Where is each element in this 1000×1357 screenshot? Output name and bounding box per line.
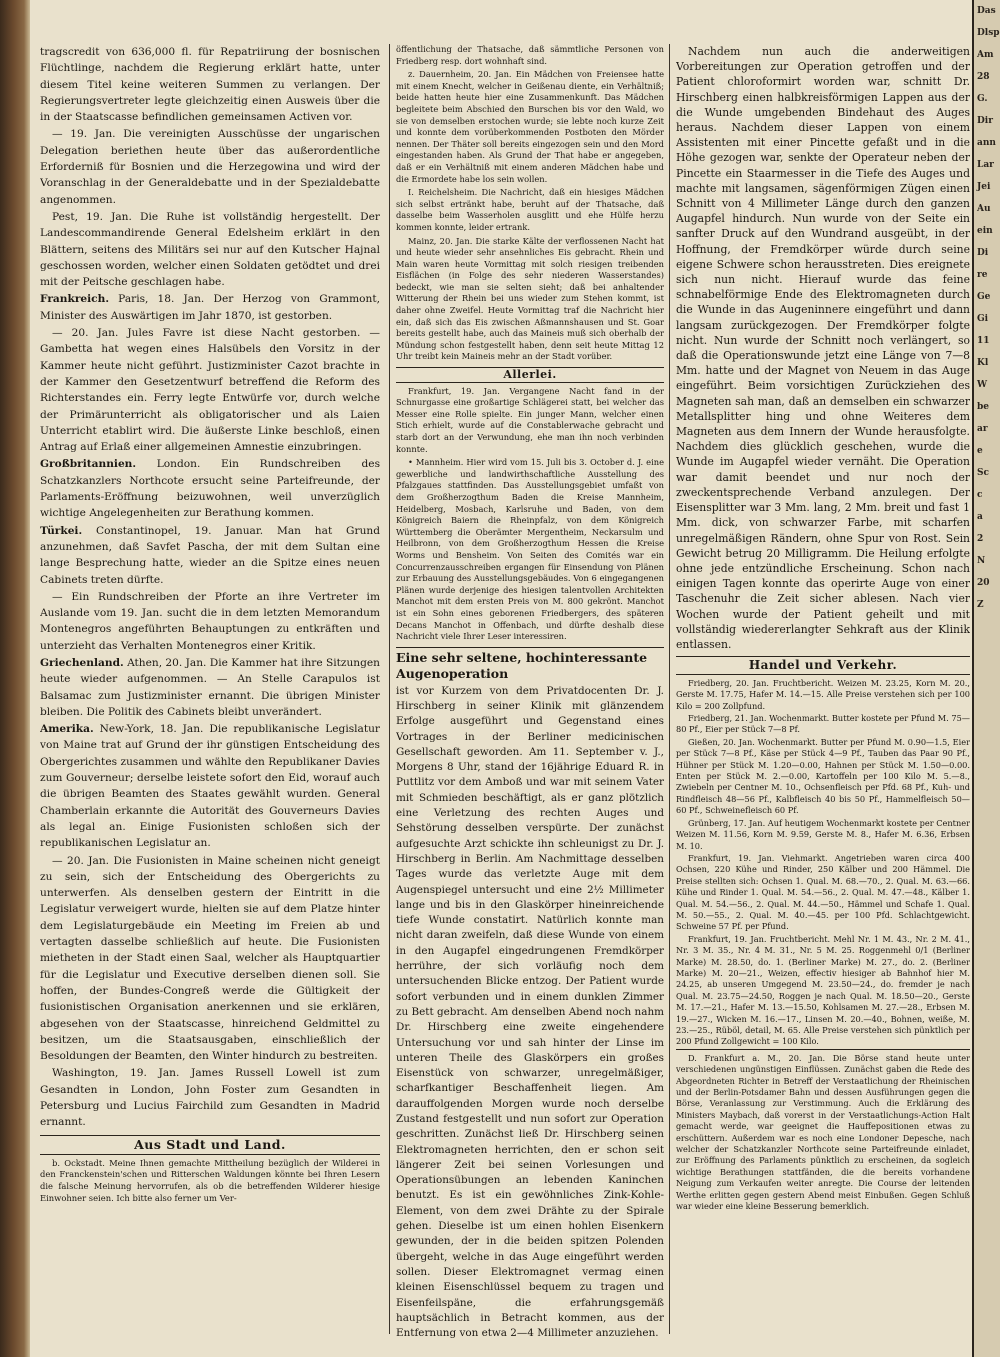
edge-text-fragment: Dir: [977, 116, 993, 126]
edge-text-fragment: Das: [977, 6, 996, 16]
edge-text-fragment: 20: [977, 578, 990, 588]
stock-exchange-report: D. Frankfurt a. M., 20. Jan. Die Börse stand heute unter verschiedenen ungünstigen Einflüssen. Zunächst gaben die Rede des Abgeordneten Richter in Betreff der Verstaatlichung der Rheinischen und der Berlin-Potsdamer Bahn und dessen Ausführungen gegen die Börse, Veranlassung zur Verstimmung. Auch die Erklärung des Ministers Maybach, daß vorerst in der Verstaatlichungs-Action Halt gemacht werde, war geeignet die Hauffepositionen etwas zu erschüttern. Außerdem war es noch eine Londoner Depesche, nach welcher der Schatzkanzler Northcote seine Parteifreunde einladet, zur Eröffnung des Parlaments pünktlich zu erscheinen, da sogleich wichtige Berathungen stattfänden, die die bereits vorhandene Neigung zum Verkaufen weiter anregte. Die Course der leitenden Werthe erlitten gegen gestern Abend meist Einbußen. Gegen Schluß war wieder eine kleine Besserung bemerklich.: [676, 1049, 970, 1213]
article-text: ist vor Kurzem von dem Privatdocenten Dr. J. Hirschberg in seiner Klinik mit glänzendem Erfolge ausgeführt und Gegenstand eines Vortrages in der Berliner medicinischen Gesellschaft geworden. Am 11. September v. J., Morgens 8 Uhr, stand der 16jährige Eduard R. in Puttlitz vor dem Amboß und war mit seinem Vater mit Schmieden beschäftigt, als er ganz plötzlich eine Verletzung des rechten Auges und Sehstörung desselben verspürte. Der zunächst aufgesuchte Arzt schickte ihn schleunigst zu Dr. J. Hirschberg in Berlin. Am Nachmittage desselben Tages wurde das verletzte Auge mit dem Augenspiegel untersucht und eine 2½ Millimeter lange und bis in den Glaskörper hineinreichende tiefe Wunde constatirt. Natürlich konnte man nicht daran zweifeln, daß diese Wunde von einem in den Augapfel eingedrungenen Fremdkörper herrühre, der sich vorläufig noch dem untersuchenden Blicke entzog. Der Patient wurde sofort verbunden und in einem dunklen Zimmer zu Bett gebracht. Am denselben Abend noch nahm Dr. Hirschberg eine zweite eingehendere Untersuchung vor und sah hinter der Linse im unteren Theile des Glaskörpers ein großes Eisenstück von schwarzer, unregelmäßiger, scharfkantiger Beschaffenheit liegen. Am darauffolgenden Morgen wurde noch derselbe Zustand festgestellt und nun sofort zur Operation geschritten. Zunächst ließ Dr. Hirschberg seinen Elektromagneten herrichten, den er schon seit längerer Zeit bei seinen Vorlesungen und Operationsübungen an lebenden Kaninchen benutzt. Es ist ein gewöhnliches Zink-Kohle-Element, von dem zwei Drähte zu der Spirale gehen. Dieselbe ist um einen hohlen Eisenkern gewunden, der in die beiden spitzen Polenden übergeht, welche in das Auge eingeführt werden sollen. Dieser Elektromagnet vermag einen kleinen Eisenschlüssel bequem zu tragen und Eisenfeilspäne, die erfahrungsgemäß hauptsächlich in Betracht kommen, aus der Entfernung von etwa 2—4 Millimeter anzuziehen.: [396, 684, 664, 1340]
edge-text-fragment: Dlsp: [977, 28, 1000, 38]
edge-text-fragment: Di: [977, 248, 989, 258]
edge-text-fragment: Z: [977, 600, 984, 610]
edge-text-fragment: Am: [977, 50, 994, 60]
article-text: London. Ein Rundschreiben des Schatzkanzlers Northcote ersucht seine Parteifreunde, der Parlaments-Eröffnung beizuwohnen, weil unverzüglich wichtige Angelegenheiten zur Berathung kommen.: [40, 458, 380, 520]
article-text: — Ein Rundschreiben der Pforte an ihre Vertreter im Auslande vom 19. Jan. sucht die in dem letzten Memorandum Montenegros angeführten Behauptungen zu entkräften und unterzieht das Verhalten Montenegros einer Kritik.: [40, 590, 380, 652]
article-text: z. Dauernheim, 20. Jan. Ein Mädchen von Freiensee hatte mit einem Knecht, welcher in Geißenau diente, ein Verhältniß; beide hatten heute hier eine Zusammenkunft. Das Mädchen begleitete beim Abschied den Burschen bis vor den Wald, wo sie von demselben erstochen wurde; sie lebte noch kurze Zeit und konnte dem vorüberkommenden Postboten den Mörder nennen. Der Thäter soll bereits eingezogen sein und den Mord eingestanden haben. Als Grund der That habe er angegeben, daß er ein Verhältniß mit einem anderen Mädchen habe und die Ermordete habe los sein wollen.: [396, 69, 664, 184]
edge-text-fragment: Kl: [977, 358, 989, 368]
market-report: Frankfurt, 19. Jan. Fruchtbericht. Mehl Nr. 1 M. 43., Nr. 2 M. 41., Nr. 3 M. 35., Nr. 4 M. 31., Nr. 5 M. 25. Roggenmehl 0/1 (Berliner Marke) M. 28.50, do. 1. (Berliner Marke) M. 27., do. 2. (Berliner Marke) M. 20—21., Weizen, effectiv hiesiger ab Bahnhof hier M. 24.25, ab unseren Umgegend M. 23.50—24., do. fremder je nach Qual. M. 23.75—24.50, Roggen je nach Qual. M. 18.50—20., Gerste M. 17.—21., Hafer M. 13.—15.50, Kohlsamen M. 27.—28., Erbsen M. 19.—27., Wicken M. 16.—17., Linsen M. 20.—40., Bohnen, weiße, M. 23.—25., Rüböl, detail, M. 65. Alle Preise verstehen sich pünktlich per 200 Pfund Zollgewicht = 100 Kilo.: [676, 933, 970, 1047]
article-text: I. Reichelsheim. Die Nachricht, daß ein hiesiges Mädchen sich selbst ertränkt habe, beruht auf der Thatsache, daß dasselbe beim Wasserholen ausglitt und ehe Hülfe herzu kommen konnte, leider ertrank.: [396, 187, 664, 232]
market-report: Frankfurt, 19. Jan. Viehmarkt. Angetrieben waren circa 400 Ochsen, 220 Kühe und Rinder, 250 Kälber und 200 Hämmel. Die Preise stellten sich: Ochsen 1. Qual. M. 68.—70., 2. Qual. M. 63.—66. Kühe und Rinder 1. Qual. M. 54.—56., 2. Qual. M. 47.—48., Kälber 1. Qual. M. 54.—56., 2. Qual. M. 44.—50., Hämmel und Schafe 1. Qual. M. 50.—55., 2. Qual. M. 40.—45. per 100 Pfd. Schlachtgewicht. Schweine 57 Pf. per Pfund.: [676, 852, 970, 932]
edge-text-fragment: e: [977, 446, 983, 456]
article-text: Frankfurt, 19. Jan. Vergangene Nacht fand in der Schnurgasse eine großartige Schlägerei statt, bei welcher das Messer eine Rolle spielte. Ein junger Mann, welcher einen Stich erhielt, wurde auf die Constablerwache gebracht und starb dort an der Verwundung, ehe man ihn noch verbinden konnte.: [396, 385, 664, 454]
section-heading-local: Aus Stadt und Land.: [40, 1135, 380, 1155]
adjacent-page-edge: [972, 0, 1000, 1357]
article-text: — 20. Jan. Jules Favre ist diese Nacht gestorben. — Gambetta hat wegen eines Halsübels den Vorsitz in der Kammer heute nicht geführt. Justizminister Cazot brachte in der Kammer den Gesetzentwurf betreffend die Reform des Richterstandes ein. Ferry legte Entwürfe vor, durch welche der Primärunterricht als obligatorischer und als Laien Unterricht etablirt wird. Die äußerste Linke beschloß, einen Antrag auf Erlaß einer allgemeinen Amnestie einzubringen.: [40, 327, 380, 454]
section-heading-britain: Großbritannien.: [40, 458, 137, 471]
edge-text-fragment: re: [977, 270, 988, 280]
edge-text-fragment: Gi: [977, 314, 989, 324]
market-report: Gießen, 20. Jan. Wochenmarkt. Butter per Pfund M. 0.90—1.5, Eier per Stück 7—8 Pf., Käse per Stück 4—9 Pf., Tauben das Paar 90 Pf., Hühner per Stück M. 1.20—0.00, Hahnen per Stück M. 1.50—0.00. Enten per Stück M. 2.—0.00, Kartoffeln per 100 Kilo M. 5.—8., Zwiebeln per Centner M. 10., Ochsenfleisch per Pfd. 68 Pf., Kuh- und Rindfleisch 48—56 Pf., Kalbfleisch 40 bis 50 Pf., Hammelfleisch 50—60 Pf., Schweinefleisch 60 Pf.: [676, 736, 970, 816]
article-text: • Mannheim. Hier wird vom 15. Juli bis 3. October d. J. eine gewerbliche und landwirthschaftliche Ausstellung des Pfalzgaues stattfinden. Das Ausstellungsgebiet umfaßt von dem Großherzogthum Baden die Kreise Mannheim, Heidelberg, Mosbach, Karlsruhe und Baden, von dem Königreich Baiern die Rheinpfalz, von dem Königreich Württemberg die Oberämter Mergentheim, Neckarsulm und Heilbronn, von dem Großherzogthum Hessen die Kreise Worms und Bensheim. Von Seiten des Comités war ein Concurrenzausschreiben ergangen für Einsendung von Plänen zur Erbauung des Ausstellungsgebäudes. Von 6 eingegangenen Plänen wurde derjenige des hiesigen talentvollen Architekten Manchot mit dem ersten Preis von M. 800 gekrönt. Manchot ist ein Sohn eines geborenen Friedbergers, des späteren Decans Manchot in Offenbach, und dürfte deshalb diese Nachricht viele Ihrer Leser interessiren.: [396, 457, 664, 642]
edge-text-fragment: 11: [977, 336, 990, 346]
edge-text-fragment: 28: [977, 72, 990, 82]
column-rule: [669, 44, 670, 1334]
article-headline-eye-operation: Eine sehr seltene, hochinteressante Augenoperation: [396, 647, 664, 682]
edge-text-fragment: Sc: [977, 468, 989, 478]
edge-text-fragment: Lar: [977, 160, 994, 170]
article-text: New-York, 18. Jan. Die republikanische Legislatur von Maine trat auf Grund der ihr günstigen Entscheidung des Obergerichtes zusammen und wählte den Republikaner Davies zum Gouverneur; derselbe leistete sofort den Eid, worauf auch die übrigen Beamten des Staates gewählt wurden. General Chamberlain erkannte die Autorität des Gouverneurs Davies als legal an. Einige Fusionisten schloßen sich der republikanischen Legislatur an.: [40, 723, 380, 850]
section-heading-america: Amerika.: [40, 723, 94, 736]
article-text: b. Ockstadt. Meine Ihnen gemachte Mittheilung bezüglich der Wilderei in den Franckenstein'schen und Ritterschen Waldungen könnte bei Ihren Lesern die falsche Meinung hervorrufen, als ob die betreffenden Wilderer hiesige Einwohner seien. Ich bitte also ferner um Ver-: [40, 1157, 380, 1203]
edge-text-fragment: ar: [977, 424, 988, 434]
edge-text-fragment: W: [977, 380, 988, 390]
article-text: Washington, 19. Jan. James Russell Lowell ist zum Gesandten in London, John Foster zum Gesandten in Petersburg und Lucius Fairchild zum Gesandten in Madrid ernannt.: [40, 1067, 380, 1129]
section-heading-greece: Griechenland.: [40, 656, 124, 669]
column-middle: [396, 44, 664, 1344]
section-heading-france: Frankreich.: [40, 293, 110, 306]
article-text: öffentlichung der Thatsache, daß sämmtliche Personen von Friedberg resp. dort wohnhaft sind.: [396, 44, 664, 66]
edge-text-fragment: 2: [977, 534, 984, 544]
section-heading-miscellany: Allerlei.: [396, 367, 664, 383]
edge-text-fragment: Au: [977, 204, 991, 214]
edge-text-fragment: G.: [977, 94, 988, 104]
article-text: Mainz, 20. Jan. Die starke Kälte der verflossenen Nacht hat und heute wieder sehr ansehnliches Eis gebracht. Rhein und Main waren heute Vormittag mit solch riesigen treibenden Eisflächen (in Folge des sehr niederen Wasserstandes) bedeckt, wie man sie selten sieht; daß bei anhaltender Witterung der Rhein bei uns wieder zum Stehen kommt, ist daher ohne Zweifel. Heute Vormittag traf die Nachricht hier ein, daß sich das Eis zwischen Aßmannshausen und St. Goar bereits gestellt habe, auch das Maineis muß sich oberhalb der Mündung schon festgestellt haben, denn seit heute Mittag 12 Uhr treibt kein Maineis mehr an der Stadt vorüber.: [396, 235, 664, 362]
column-left: [40, 44, 380, 1344]
edge-text-fragment: c: [977, 490, 983, 500]
article-text: Athen, 20. Jan. Die Kammer hat ihre Sitzungen heute wieder aufgenommen. — An Stelle Carapulos ist Balsamac zum Justizminister ernannt. Die übrigen Minister bleiben. Die Politik des Cabinets bleibt unverändert.: [40, 656, 380, 718]
article-text: — 19. Jan. Die vereinigten Ausschüsse der ungarischen Delegation beriethen heute über das außerordentliche Erforderniß für Bosnien und die Herzegowina und wird der Voranschlag in der Generaldebatte und in der Spezialdebatte angenommen.: [40, 128, 380, 206]
article-text: Paris, 18. Jan. Der Herzog von Grammont, Minister des Auswärtigen im Jahr 1870, ist gestorben.: [40, 293, 380, 322]
article-text: — 20. Jan. Die Fusionisten in Maine scheinen nicht geneigt zu sein, sich der Entscheidung des Obergerichts zu unterwerfen. Als denselben gestern der Eintritt in die Legislatur verweigert wurde, hielten sie auf dem Platze hinter dem Legislaturgebäude ein Meeting im Freien ab und vertagten dasselbe schließlich auf heute. Die Fusionisten mietheten in der Stadt einen Saal, welcher als Hauptquartier für die Legislatur und Executive derselben dienen soll. Sie hoffen, der Bundes-Congreß werde die Gültigkeit der fusionistischen Organisation anerkennen und sie erklären, abgesehen von der Staatscasse, hinreichend Geldmittel zu besitzen, um die Staatsausgaben, einschließlich der Besoldungen der Beamten, den Winter hindurch zu bestreiten.: [40, 854, 380, 1063]
market-report: Friedberg, 20. Jan. Fruchtbericht. Weizen M. 23.25, Korn M. 20., Gerste M. 17.75, Hafer M. 14.—15. Alle Preise verstehen sich per 100 Kilo = 200 Zollpfund.: [676, 677, 970, 711]
edge-text-fragment: ein: [977, 226, 993, 236]
edge-text-fragment: Ge: [977, 292, 991, 302]
edge-text-fragment: be: [977, 402, 990, 412]
section-heading-turkey: Türkei.: [40, 524, 83, 537]
article-text: Nachdem nun auch die anderweitigen Vorbereitungen zur Operation getroffen und der Patient chloroformirt worden war, schnitt Dr. Hirschberg einen halbkreisförmigen Lappen aus der die Wunde umgebenden Bindehaut des Auges heraus. Nachdem dieser Lappen von einem Assistenten mit einer Pincette gefaßt und in die Höhe gezogen war, senkte der Operateur neben der Pincette ein Staarmesser in die Tiefe des Auges und machte mit langsamen, sägenförmigen Zügen einen Schnitt von 4 Millimeter Länge durch den ganzen Augapfel hindurch. Nun wurde von der Seite ein sanfter Druck auf den Wundrand ausgeübt, in der Hoffnung, der Fremdkörper würde durch seine eigene Schwere schon herausstreten. Dies ereignete sich nun nicht. Hierauf wurde das feine schnabelförmige Ende des Elektromagneten durch die Wunde in das Augeninnere eingeführt und dann langsam zurückgezogen. Der Fremdkörper folgte nicht. Nun wurde der Schnitt noch verlängert, so daß die Operationswunde jetzt eine Länge von 7—8 Mm. hatte und der Magnet von Neuem in das Auge eingeführt. Beim vorsichtigen Zurückziehen des Magneten sah man, daß an demselben ein schwarzer Metallsplitter hing und ohne Weiteres dem Magneten aus dem Innern der Wunde herausfolgte. Nachdem dies glücklich geschehen, wurde die Wunde im Augapfel wieder vernäht. Die Operation war damit beendet und nur noch der zweckentsprechende Verband anzulegen. Der Eisensplitter war 3 Mm. lang, 2 Mm. breit und fast 1 Mm. dick, von schwarzer Farbe, mit scharfen unregelmäßigen Rändern, ohne Spur von Rost. Sein Gewicht betrug 20 Milligramm. Die Heilung erfolgte ohne jede entzündliche Erscheinung. Schon nach einigen Tagen konnte das operirte Auge von einer Taschenuhr die Zeit sicher ablesen. Nach vier Wochen wurde der Patient geheilt und mit vollständig wiedererlangter Sehkraft aus der Klinik entlassen.: [676, 45, 970, 651]
market-report: Grünberg, 17. Jan. Auf heutigem Wochenmarkt kostete per Centner Weizen M. 11.56, Korn M. 9.59, Gerste M. 8., Hafer M. 6.36, Erbsen M. 10.: [676, 817, 970, 851]
edge-text-fragment: Jei: [977, 182, 991, 192]
article-text: tragscredit von 636,000 fl. für Repatriirung der bosnischen Flüchtlinge, nachdem die Regierung erklärt hatte, unter diesem Titel keine weiteren Summen zu verlangen. Der Regierungsvertreter legte gleichzeitig einen Ausweis über die in der Staatscasse befindlichen gemeinsamen Activen vor.: [40, 46, 380, 124]
edge-text-fragment: a: [977, 512, 983, 522]
market-report: Friedberg, 21. Jan. Wochenmarkt. Butter kostete per Pfund M. 75—80 Pf., Eier per Stück 7—8 Pf.: [676, 713, 970, 735]
section-heading-trade: Handel und Verkehr.: [676, 656, 970, 675]
article-text: Constantinopel, 19. Januar. Man hat Grund anzunehmen, daß Savfet Pascha, der mit dem Sultan eine lange Besprechung hatte, wieder an die Spitze eines neuen Cabinets treten dürfte.: [40, 524, 380, 586]
edge-text-fragment: ann: [977, 138, 996, 148]
column-rule: [389, 44, 390, 1334]
edge-text-fragment: N: [977, 556, 986, 566]
article-text: Pest, 19. Jan. Die Ruhe ist vollständig hergestellt. Der Landescommandirende General Edelsheim erklärt in den Blättern, seitens des Militärs sei nur auf den Kutscher Hajnal geschossen worden, welcher einen Soldaten getödtet und drei mit der Peitsche geschlagen habe.: [40, 210, 380, 289]
column-right: [676, 44, 970, 1344]
book-binding: [0, 0, 30, 1357]
